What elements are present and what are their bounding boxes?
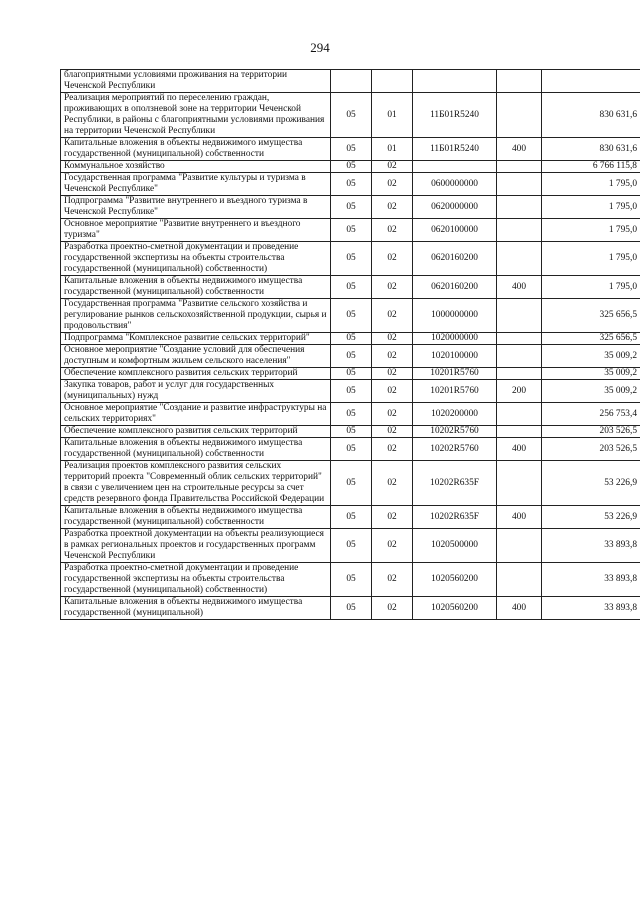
row-target-article-cell: 0620100000: [413, 219, 497, 242]
row-amount-cell: 33 893,8: [542, 563, 640, 597]
row-target-article-cell: 0620000000: [413, 196, 497, 219]
row-name-cell: Реализация мероприятий по переселению граждан, проживающих в оползневой зоне на территории Чеченской Республики, в районы с благоприятными условиями проживания на территории Чеченской Республики: [61, 93, 331, 138]
table-row: [61, 597, 640, 620]
row-expense-type-cell: 400: [497, 506, 542, 529]
table-row: [61, 299, 640, 333]
row-section-cell: 05: [331, 93, 372, 138]
row-name-cell: благоприятными условиями проживания на территории Чеченской Республики: [61, 70, 331, 93]
row-expense-type-cell: 400: [497, 597, 542, 620]
row-subsection-cell: 02: [372, 403, 413, 426]
row-amount-cell: 53 226,9: [542, 506, 640, 529]
row-target-article-cell: 11Б01R5240: [413, 138, 497, 161]
row-target-article-cell: 1020100000: [413, 345, 497, 368]
row-name-cell: Основное мероприятие "Развитие внутреннего и въездного туризма": [61, 219, 331, 242]
table-row: [61, 138, 640, 161]
row-target-article-cell: 10201R5760: [413, 380, 497, 403]
table-row: [61, 563, 640, 597]
row-amount-cell: 1 795,0: [542, 242, 640, 276]
row-amount-cell: 35 009,2: [542, 368, 640, 380]
row-target-article-cell: 10202R5760: [413, 438, 497, 461]
row-name-cell: Обеспечение комплексного развития сельских территорий: [61, 368, 331, 380]
row-amount-cell: 1 795,0: [542, 196, 640, 219]
row-amount-cell: 6 766 115,8: [542, 161, 640, 173]
row-amount-cell: 35 009,2: [542, 345, 640, 368]
row-section-cell: 05: [331, 597, 372, 620]
row-expense-type-cell: [497, 563, 542, 597]
row-subsection-cell: 02: [372, 438, 413, 461]
row-expense-type-cell: 400: [497, 138, 542, 161]
row-amount-cell: 33 893,8: [542, 529, 640, 563]
row-amount-cell: 1 795,0: [542, 173, 640, 196]
row-expense-type-cell: [497, 70, 542, 93]
row-section-cell: 05: [331, 438, 372, 461]
row-subsection-cell: 01: [372, 138, 413, 161]
row-expense-type-cell: [497, 333, 542, 345]
row-name-cell: Разработка проектно-сметной документации и проведение государственной экспертизы на объекты строительства государственной (муниципальной) собственности): [61, 242, 331, 276]
row-expense-type-cell: [497, 161, 542, 173]
row-section-cell: 05: [331, 426, 372, 438]
table-row: [61, 438, 640, 461]
row-subsection-cell: 02: [372, 597, 413, 620]
table-row: [61, 242, 640, 276]
row-target-article-cell: 10202R635F: [413, 461, 497, 506]
row-name-cell: Капитальные вложения в объекты недвижимого имущества государственной (муниципальной): [61, 597, 331, 620]
row-name-cell: Государственная программа "Развитие сельского хозяйства и регулирование рынков сельскохозяйственной продукции, сырья и продовольствия": [61, 299, 331, 333]
row-subsection-cell: 02: [372, 506, 413, 529]
row-target-article-cell: 11Б01R5240: [413, 93, 497, 138]
row-target-article-cell: 0600000000: [413, 173, 497, 196]
row-target-article-cell: 1020560200: [413, 563, 497, 597]
row-expense-type-cell: 400: [497, 438, 542, 461]
row-amount-cell: 1 795,0: [542, 276, 640, 299]
row-subsection-cell: 02: [372, 368, 413, 380]
row-target-article-cell: 1020000000: [413, 333, 497, 345]
row-amount-cell: 203 526,5: [542, 426, 640, 438]
row-name-cell: Капитальные вложения в объекты недвижимого имущества государственной (муниципальной) собственности: [61, 138, 331, 161]
row-name-cell: Коммунальное хозяйство: [61, 161, 331, 173]
row-section-cell: 05: [331, 242, 372, 276]
row-target-article-cell: 0620160200: [413, 242, 497, 276]
row-target-article-cell: 1020500000: [413, 529, 497, 563]
row-subsection-cell: 02: [372, 276, 413, 299]
row-amount-cell: 53 226,9: [542, 461, 640, 506]
row-expense-type-cell: [497, 403, 542, 426]
row-name-cell: Разработка проектной документации на объекты реализующиеся в рамках региональных проектов и государственных программ Чеченской Республики: [61, 529, 331, 563]
row-subsection-cell: [372, 70, 413, 93]
row-amount-cell: 830 631,6: [542, 93, 640, 138]
row-subsection-cell: 02: [372, 161, 413, 173]
row-name-cell: Капитальные вложения в объекты недвижимого имущества государственной (муниципальной) собственности: [61, 276, 331, 299]
row-target-article-cell: 1020200000: [413, 403, 497, 426]
row-subsection-cell: 02: [372, 299, 413, 333]
table-row: [61, 368, 640, 380]
table-row: [61, 276, 640, 299]
row-name-cell: Подпрограмма "Развитие внутреннего и въездного туризма в Чеченской Республике": [61, 196, 331, 219]
row-section-cell: 05: [331, 276, 372, 299]
row-name-cell: Закупка товаров, работ и услуг для государственных (муниципальных) нужд: [61, 380, 331, 403]
row-expense-type-cell: [497, 368, 542, 380]
row-expense-type-cell: [497, 242, 542, 276]
row-expense-type-cell: [497, 345, 542, 368]
budget-table-body: [61, 70, 640, 620]
row-expense-type-cell: [497, 196, 542, 219]
row-section-cell: 05: [331, 173, 372, 196]
row-target-article-cell: 0620160200: [413, 276, 497, 299]
table-row: [61, 403, 640, 426]
row-target-article-cell: 1000000000: [413, 299, 497, 333]
table-row: [61, 70, 640, 93]
row-expense-type-cell: [497, 219, 542, 242]
row-subsection-cell: 02: [372, 563, 413, 597]
table-row: [61, 426, 640, 438]
row-section-cell: 05: [331, 345, 372, 368]
table-row: [61, 196, 640, 219]
row-name-cell: Подпрограмма "Комплексное развитие сельских территорий": [61, 333, 331, 345]
table-row: [61, 173, 640, 196]
row-section-cell: 05: [331, 563, 372, 597]
row-amount-cell: 33 893,8: [542, 597, 640, 620]
row-section-cell: 05: [331, 196, 372, 219]
row-section-cell: [331, 70, 372, 93]
row-target-article-cell: [413, 161, 497, 173]
page-number: 294: [310, 40, 330, 55]
row-section-cell: 05: [331, 403, 372, 426]
row-section-cell: 05: [331, 161, 372, 173]
row-expense-type-cell: [497, 93, 542, 138]
row-subsection-cell: 02: [372, 380, 413, 403]
row-amount-cell: [542, 70, 640, 93]
row-name-cell: Разработка проектно-сметной документации и проведение государственной экспертизы на объекты строительства государственной (муниципальной) собственности): [61, 563, 331, 597]
row-expense-type-cell: [497, 426, 542, 438]
row-name-cell: Обеспечение комплексного развития сельских территорий: [61, 426, 331, 438]
row-section-cell: 05: [331, 506, 372, 529]
row-name-cell: Государственная программа "Развитие культуры и туризма в Чеченской Республике": [61, 173, 331, 196]
row-subsection-cell: 02: [372, 461, 413, 506]
row-expense-type-cell: [497, 173, 542, 196]
budget-table: [60, 69, 640, 620]
table-row: [61, 161, 640, 173]
row-name-cell: Реализация проектов комплексного развития сельских территорий проекта "Современный облик сельских территорий" в связи с увеличением цен на строительные ресурсы за счет средств резервного фонда Правительства Российской Федерации: [61, 461, 331, 506]
row-expense-type-cell: [497, 529, 542, 563]
row-section-cell: 05: [331, 219, 372, 242]
row-expense-type-cell: 400: [497, 276, 542, 299]
table-row: [61, 529, 640, 563]
row-section-cell: 05: [331, 333, 372, 345]
row-subsection-cell: 02: [372, 196, 413, 219]
table-row: [61, 506, 640, 529]
row-section-cell: 05: [331, 529, 372, 563]
table-row: [61, 461, 640, 506]
row-subsection-cell: 02: [372, 242, 413, 276]
row-subsection-cell: 02: [372, 426, 413, 438]
table-row: [61, 93, 640, 138]
row-section-cell: 05: [331, 299, 372, 333]
row-section-cell: 05: [331, 138, 372, 161]
row-target-article-cell: 10202R635F: [413, 506, 497, 529]
row-name-cell: Капитальные вложения в объекты недвижимого имущества государственной (муниципальной) собственности: [61, 506, 331, 529]
row-amount-cell: 203 526,5: [542, 438, 640, 461]
row-name-cell: Капитальные вложения в объекты недвижимого имущества государственной (муниципальной) собственности: [61, 438, 331, 461]
row-subsection-cell: 02: [372, 219, 413, 242]
row-amount-cell: 1 795,0: [542, 219, 640, 242]
row-subsection-cell: 02: [372, 333, 413, 345]
table-row: [61, 345, 640, 368]
row-expense-type-cell: [497, 461, 542, 506]
row-expense-type-cell: [497, 299, 542, 333]
table-row: [61, 333, 640, 345]
row-name-cell: Основное мероприятие "Создание и развитие инфраструктуры на сельских территориях": [61, 403, 331, 426]
table-row: [61, 380, 640, 403]
row-section-cell: 05: [331, 461, 372, 506]
row-subsection-cell: 02: [372, 529, 413, 563]
row-amount-cell: 256 753,4: [542, 403, 640, 426]
row-amount-cell: 35 009,2: [542, 380, 640, 403]
row-subsection-cell: 01: [372, 93, 413, 138]
row-expense-type-cell: 200: [497, 380, 542, 403]
row-subsection-cell: 02: [372, 345, 413, 368]
row-name-cell: Основное мероприятие "Создание условий для обеспечения доступным и комфортным жильем сельского населения": [61, 345, 331, 368]
row-target-article-cell: 10202R5760: [413, 426, 497, 438]
row-section-cell: 05: [331, 368, 372, 380]
row-section-cell: 05: [331, 380, 372, 403]
row-amount-cell: 325 656,5: [542, 299, 640, 333]
row-amount-cell: 830 631,6: [542, 138, 640, 161]
row-amount-cell: 325 656,5: [542, 333, 640, 345]
row-target-article-cell: [413, 70, 497, 93]
row-target-article-cell: 1020560200: [413, 597, 497, 620]
table-row: [61, 219, 640, 242]
row-target-article-cell: 10201R5760: [413, 368, 497, 380]
row-subsection-cell: 02: [372, 173, 413, 196]
